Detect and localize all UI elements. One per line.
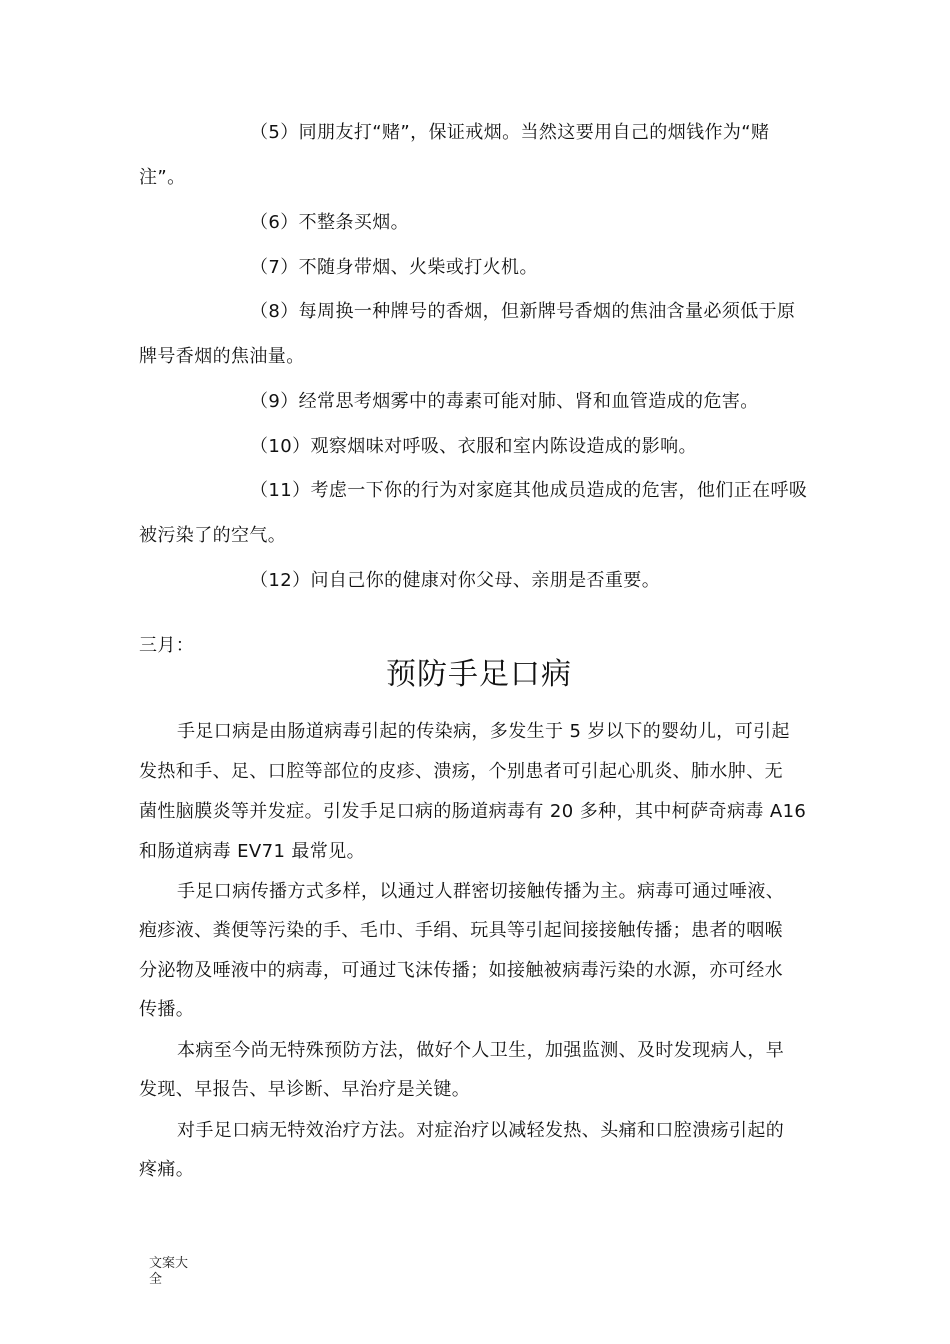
list-item-11-line-1: （11）考虑一下你的行为对家庭其他成员造成的危害，他们正在呼吸 (250, 480, 808, 501)
paragraph-1-line-4: 和肠道病毒 EV71 最常见。 (139, 841, 366, 862)
list-item-8-line-2: 牌号香烟的焦油量。 (139, 346, 305, 367)
list-item-8-line-1: （8）每周换一种牌号的香烟，但新牌号香烟的焦油含量必须低于原 (250, 301, 796, 322)
list-item-6: （6）不整条买烟。 (250, 212, 410, 233)
paragraph-1-line-1: 手足口病是由肠道病毒引起的传染病，多发生于 5 岁以下的婴幼儿，可引起 (177, 721, 790, 742)
list-item-10: （10）观察烟味对呼吸、衣服和室内陈设造成的影响。 (250, 436, 697, 457)
paragraph-4-line-1: 对手足口病无特效治疗方法。对症治疗以减轻发热、头痛和口腔溃疡引起的 (177, 1120, 785, 1141)
paragraph-4-line-2: 疼痛。 (139, 1159, 195, 1180)
paragraph-1-line-3: 菌性脑膜炎等并发症。引发手足口病的肠道病毒有 20 多种，其中柯萨奇病毒 A16 (139, 801, 807, 822)
list-item-12: （12）问自己你的健康对你父母、亲朋是否重要。 (250, 570, 661, 591)
paragraph-2-line-2: 疱疹液、粪便等污染的手、毛巾、手绢、玩具等引起间接接触传播；患者的咽喉 (139, 920, 783, 941)
paragraph-3-line-2: 发现、早报告、早诊断、早治疗是关键。 (139, 1079, 471, 1100)
month-label: 三月： (139, 635, 195, 656)
list-item-5-line-2: 注”。 (139, 167, 186, 188)
list-item-9: （9）经常思考烟雾中的毒素可能对肺、肾和血管造成的危害。 (250, 391, 759, 412)
paragraph-2-line-4: 传播。 (139, 999, 195, 1020)
paragraph-3-line-1: 本病至今尚无特殊预防方法，做好个人卫生，加强监测、及时发现病人，早 (177, 1040, 785, 1061)
section-title: 预防手足口病 (386, 657, 572, 692)
list-item-11-line-2: 被污染了的空气。 (139, 525, 287, 546)
paragraph-1-line-2: 发热和手、足、口腔等部位的皮疹、溃疡，个别患者可引起心肌炎、肺水肿、无 (139, 761, 783, 782)
paragraph-2-line-3: 分泌物及唾液中的病毒，可通过飞沫传播；如接触被病毒污染的水源，亦可经水 (139, 960, 783, 981)
paragraph-2-line-1: 手足口病传播方式多样，以通过人群密切接触传播为主。病毒可通过唾液、 (177, 881, 785, 902)
list-item-7: （7）不随身带烟、火柴或打火机。 (250, 257, 538, 278)
list-item-5-line-1: （5）同朋友打“赌”，保证戒烟。当然这要用自己的烟钱作为“赌 (250, 122, 770, 143)
footer-text: 文案大全 (149, 1256, 189, 1287)
